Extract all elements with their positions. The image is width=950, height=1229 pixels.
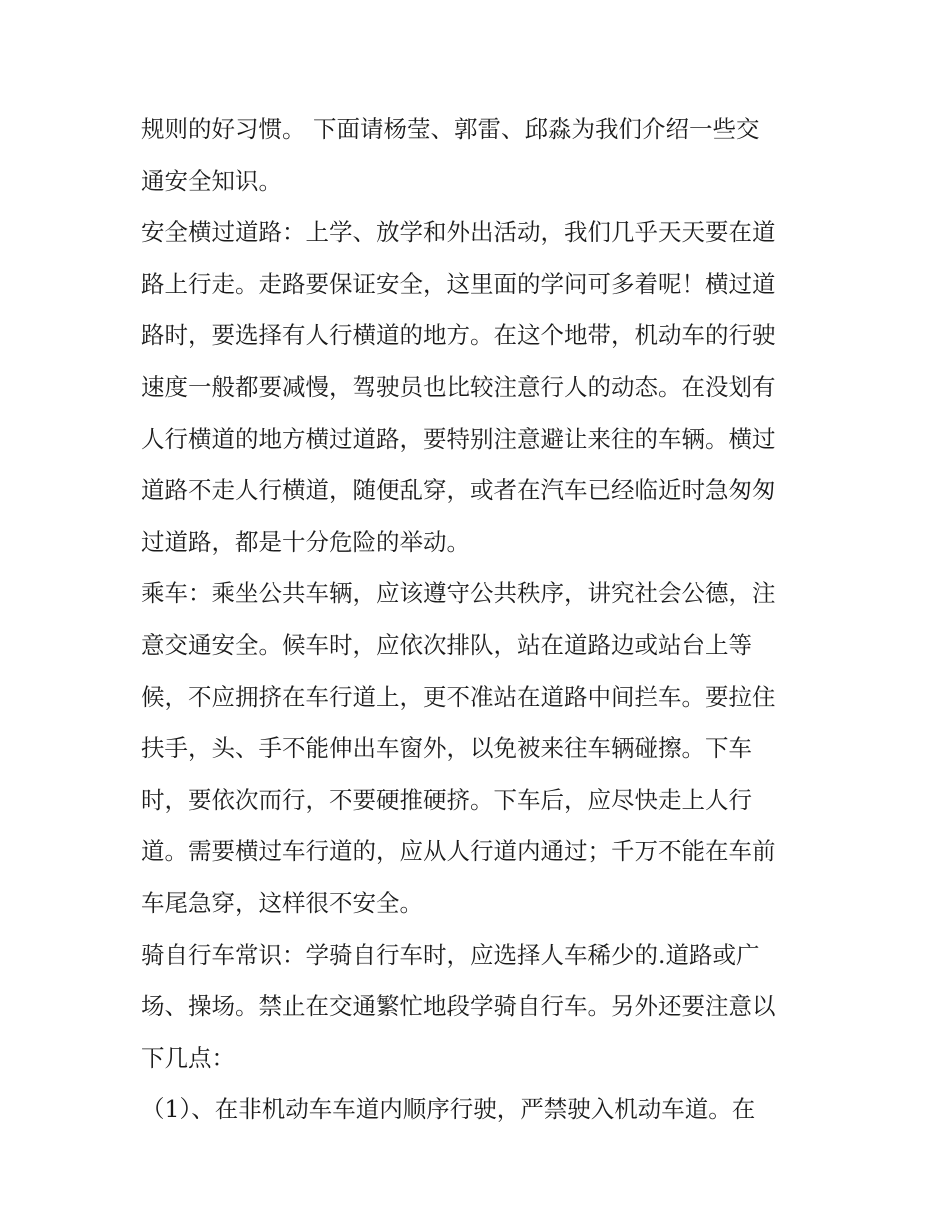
text-line-12: 候，不应拥挤在车行道上，更不准站在道路中间拦车。要拉住	[141, 682, 776, 711]
text-line-8: 道路不走人行横道，随便乱穿，或者在汽车已经临近时急匆匆	[141, 476, 776, 505]
text-line-19: 下几点：	[141, 1043, 235, 1072]
body-text	[141, 104, 811, 1136]
text-line-4: 路上行走。走路要保证安全，这里面的学问可多着呢！横过道	[141, 269, 776, 298]
text-line-9: 过道路，都是十分危险的举动。	[141, 527, 470, 556]
text-line-14: 时，要依次而行，不要硬推硬挤。下车后，应尽快走上人行	[141, 785, 752, 814]
text-line-13: 扶手，头、手不能伸出车窗外，以免被来往车辆碰擦。下车	[141, 734, 752, 763]
text-line-2: 通安全知识。	[141, 166, 282, 195]
text-line-17: 骑自行车常识：学骑自行车时，应选择人车稀少的.道路或广	[141, 940, 760, 969]
text-line-11: 意交通安全。候车时，应依次排队，站在道路边或站台上等	[141, 630, 752, 659]
text-line-16: 车尾急穿，这样很不安全。	[141, 888, 423, 917]
text-line-7: 人行横道的地方横过道路，要特别注意避让来往的车辆。横过	[141, 424, 776, 453]
text-line-10: 乘车：乘坐公共车辆，应该遵守公共秩序，讲究社会公德，注	[141, 579, 776, 608]
text-line-5: 路时，要选择有人行横道的地方。在这个地带，机动车的行驶	[141, 321, 776, 350]
text-line-20: （1）、在非机动车车道内顺序行驶，严禁驶入机动车道。在	[141, 1095, 756, 1124]
text-line-3: 安全横过道路：上学、放学和外出活动，我们几乎天天要在道	[141, 218, 776, 247]
text-line-6: 速度一般都要减慢，驾驶员也比较注意行人的动态。在没划有	[141, 372, 776, 401]
text-line-18: 场、操场。禁止在交通繁忙地段学骑自行车。另外还要注意以	[141, 992, 776, 1021]
text-line-15: 道。需要横过车行道的，应从人行道内通过；千万不能在车前	[141, 837, 776, 866]
text-line-1: 规则的好习惯。 下面请杨莹、郭雷、邱淼为我们介绍一些交	[141, 115, 760, 143]
